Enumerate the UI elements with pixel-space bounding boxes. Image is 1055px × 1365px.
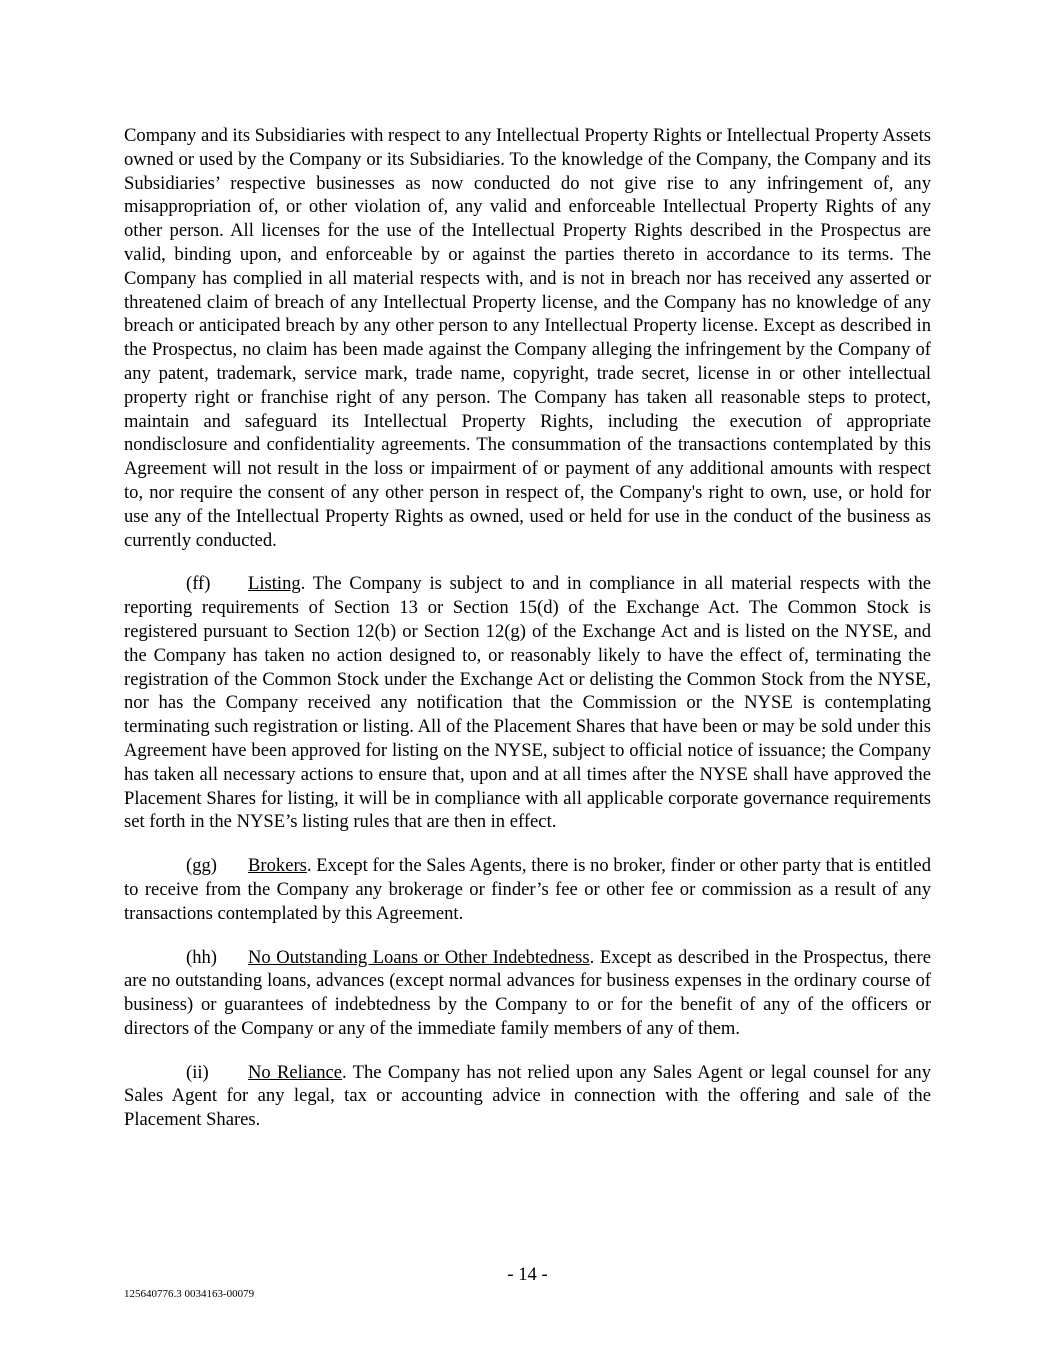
- section-body: . Except as described in the Prospectus, there are no outstanding loans, advances (except normal advances for business expenses in the ordinary course of business) or guarantees of indebtedness by the Company to or for the benefit of any of the officers or directors of the Company or any of the immediate family members of any of them.: [124, 946, 931, 1039]
- section-hh: [124, 946, 931, 1041]
- section-gg: [124, 854, 931, 925]
- section-heading: Listing: [248, 573, 301, 595]
- section-body: . The Company has not relied upon any Sales Agent or legal counsel for any Sales Agent for any legal, tax or accounting advice in connection with the offering and sale of the Placement Shares.: [124, 1061, 931, 1131]
- section-number: (ff): [186, 573, 211, 595]
- section-body: . The Company is subject to and in compliance in all material respects with the reporting requirements of Section 13 or Section 15(d) of the Exchange Act. The Common Stock is registered pursuant to Section 12(b) or Section 12(g) of the Exchange Act and is listed on the NYSE, and the Company has taken no action designed to, or reasonably likely to have the effect of, terminating the registration of the Common Stock under the Exchange Act or delisting the Common Stock from the NYSE, nor has the Company received any notification that the Commission or the NYSE is contemplating terminating such registration or listing. All of the Placement Shares that have been or may be sold under this Agreement have been approved for listing on the NYSE, subject to official notice of issuance; the Company has taken all necessary actions to ensure that, upon and at all times after the NYSE shall have approved the Placement Shares for listing, it will be in compliance with all applicable corporate governance requirements set forth in the NYSE’s listing rules that are then in effect.: [124, 573, 931, 833]
- document-id: 125640776.3 0034163-00079: [124, 1288, 255, 1300]
- intro-paragraph: Company and its Subsidiaries with respect to any Intellectual Property Rights or Intellectual Property Assets owned or used by the Company or its Subsidiaries. To the knowledge of the Company, the Company and its Subsidiaries’ respective businesses as now conducted do not give rise to any infringement of, any misappropriation of, or other violation of, any valid and enforceable Intellectual Property Rights of any other person. All licenses for the use of the Intellectual Property Rights described in the Prospectus are valid, binding upon, and enforceable by or against the parties thereto in accordance to its terms. The Company has complied in all material respects with, and is not in breach nor has received any asserted or threatened claim of breach of any Intellectual Property license, and the Company has no knowledge of any breach or anticipated breach by any other person to any Intellectual Property license. Except as described in the Prospectus, no claim has been made against the Company alleging the infringement by the Company of any patent, trademark, service mark, trade name, copyright, trade secret, license in or other intellectual property right or franchise right of any person. The Company has taken all reasonable steps to protect, maintain and safeguard its Intellectual Property Rights, including the execution of appropriate nondisclosure and confidentiality agreements. The consummation of the transactions contemplated by this Agreement will not result in the loss or impairment of or payment of any additional amounts with respect to, nor require the consent of any other person in respect of, the Company's right to own, use, or hold for use any of the Intellectual Property Rights as owned, used or held for use in the conduct of the business as currently conducted.: [124, 125, 931, 551]
- section-number: (ii): [186, 1061, 209, 1083]
- section-number: (hh): [186, 946, 217, 968]
- section-heading: No Outstanding Loans or Other Indebtedness: [248, 946, 590, 968]
- section-ii: [124, 1061, 931, 1132]
- page-number: - 14 -: [507, 1264, 548, 1285]
- section-number: (gg): [186, 855, 217, 877]
- document-body: [124, 124, 931, 1152]
- section-heading: No Reliance: [248, 1061, 343, 1083]
- section-body: . Except for the Sales Agents, there is no broker, finder or other party that is entitled to receive from the Company any brokerage or finder’s fee or other fee or commission as a result of any transactions contemplated by this Agreement.: [124, 855, 931, 924]
- section-ff: [124, 572, 931, 834]
- section-heading: Brokers: [248, 855, 307, 877]
